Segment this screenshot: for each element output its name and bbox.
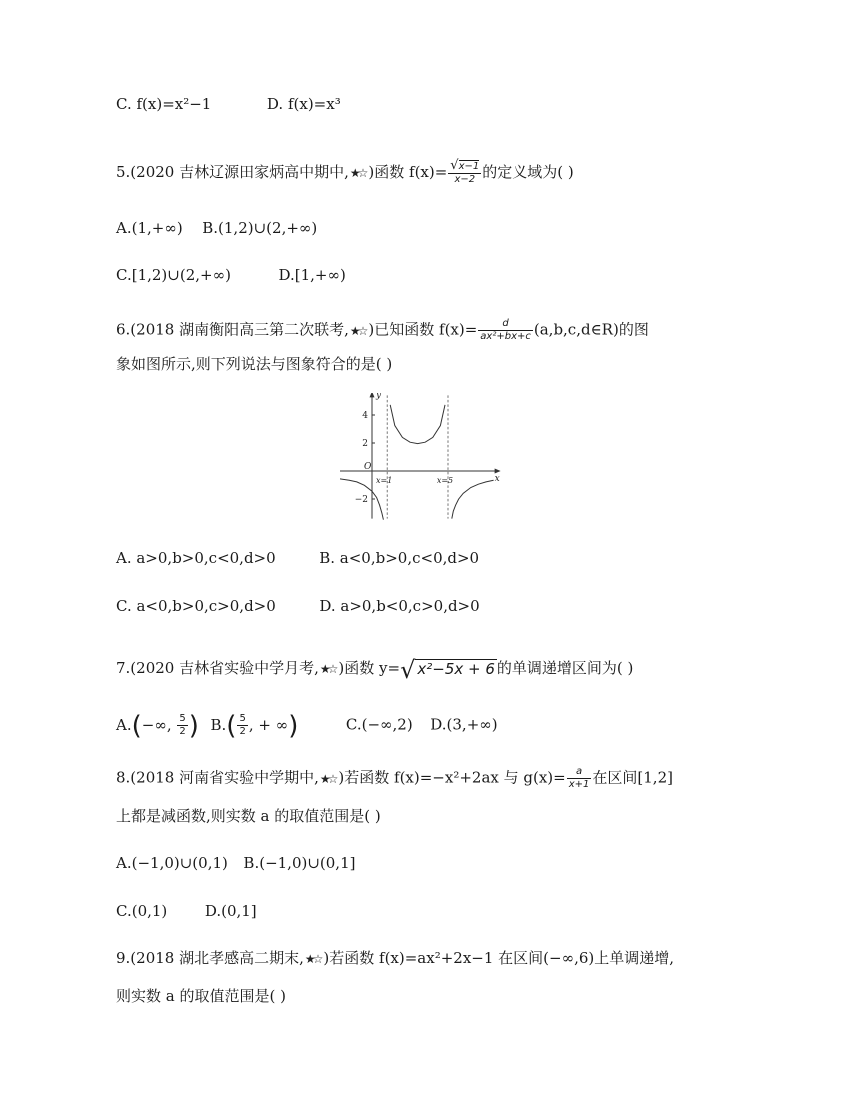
q5-option-d: D.[1,+∞)	[278, 266, 346, 284]
difficulty-stars-icon: ★☆	[349, 166, 366, 180]
graph-asymptotes	[387, 395, 448, 518]
q8-text: )若函数 f(x)=−x²+2ax 与 g(x)=	[338, 768, 566, 787]
q5-fraction	[448, 160, 481, 186]
q7-prefix: 7.(2020 吉林省实验中学月考,	[116, 659, 319, 677]
q6-fraction: $\frac{d}{\text{ax²+bx+c}}$	[480, 318, 531, 342]
q5-prefix: 5.(2020 吉林辽源田家炳高中期中,	[116, 163, 349, 181]
q6-stem-line1	[116, 318, 649, 343]
q4-option-d: D. f(x)=x³	[266, 95, 341, 113]
q9-prefix: 9.(2018 湖北孝感高二期末,	[116, 949, 304, 967]
q8-options-row2	[116, 901, 257, 921]
q5-option-a: A.(1,+∞)	[116, 219, 183, 237]
q6-prefix: 6.(2018 湖南衡阳高三第二次联考,	[116, 320, 349, 339]
q7-option-a: A.(−∞, $\frac{5}{2}$ )	[116, 710, 199, 741]
y-tick-label: 4	[362, 411, 368, 421]
q5-option-c: C.[1,2)∪(2,+∞)	[116, 266, 231, 284]
q7-stem	[116, 655, 634, 684]
q8-stem-line1	[116, 766, 673, 791]
q6-option-d: D. a>0,b<0,c>0,d>0	[319, 597, 480, 615]
q5-option-b: B.(1,2)∪(2,+∞)	[202, 219, 318, 237]
q5-suffix: 的定义域为( )	[482, 163, 574, 181]
q5-options-row1	[116, 218, 317, 238]
y-tick-label: −2	[354, 495, 368, 505]
q4-option-c: C. f(x)=x²−1	[116, 95, 212, 113]
q7-option-d: D.(3,+∞)	[430, 715, 498, 734]
q6-suffix: (a,b,c,d∈R)的图	[533, 320, 649, 339]
asymptote-label: x=5	[436, 476, 454, 485]
y-axis-arrow	[370, 393, 375, 397]
q8-options-row1	[116, 853, 355, 873]
q7-text: )函数 y=	[338, 659, 401, 677]
q5-frac-den: x−2	[448, 173, 481, 186]
curve-branch	[452, 480, 494, 518]
q4-options	[116, 94, 341, 114]
q8-option-b: B.(−1,0)∪(0,1]	[243, 854, 356, 872]
q6-text: )已知函数 f(x)=	[368, 320, 478, 339]
q7-sqrt: √ x²−5x + 6	[400, 655, 495, 684]
q7-option-b: B.( $\frac{5}{2}$ , + ∞)	[210, 710, 299, 741]
curve-branch	[390, 405, 445, 444]
q5-options-row2	[116, 265, 346, 285]
x-axis-label: x	[494, 474, 500, 484]
difficulty-stars-icon: ★☆	[349, 323, 366, 338]
q6-option-c: C. a<0,b>0,c>0,d>0	[116, 597, 276, 615]
q8-prefix: 8.(2018 河南省实验中学期中,	[116, 768, 319, 787]
q7-options	[116, 710, 498, 741]
difficulty-stars-icon: ★☆	[319, 662, 336, 676]
q9-stem-line2: 则实数 a 的取值范围是( )	[116, 987, 286, 1005]
q5-frac-num: √x−1	[450, 158, 480, 173]
difficulty-stars-icon: ★☆	[304, 952, 321, 966]
q7-suffix: 的单调递增区间为( )	[496, 659, 634, 677]
q8-option-d: D.(0,1]	[204, 902, 257, 920]
q6-options-row2	[116, 596, 480, 616]
q9-text: )若函数 f(x)=ax²+2x−1 在区间(−∞,6)上单调递增,	[323, 949, 675, 967]
q8-fraction: $\frac{a}{x+1}$	[568, 766, 590, 790]
difficulty-stars-icon: ★☆	[319, 771, 336, 786]
graph-labels	[355, 393, 500, 505]
q8-option-a: A.(−1,0)∪(0,1)	[116, 854, 228, 872]
q6-options-row1	[116, 548, 479, 568]
q6-option-b: B. a<0,b>0,c<0,d>0	[319, 549, 480, 567]
q7-option-c: C.(−∞,2)	[345, 715, 413, 734]
q5-stem	[116, 160, 574, 186]
q8-option-c: C.(0,1)	[116, 902, 168, 920]
q6-option-a: A. a>0,b>0,c<0,d>0	[116, 549, 276, 567]
function-graph	[340, 393, 516, 523]
y-tick-label: 2	[362, 439, 368, 449]
q6-stem-line2: 象如图所示,则下列说法与图象符合的是( )	[116, 355, 393, 373]
q8-suffix: 在区间[1,2]	[592, 768, 673, 787]
asymptote-label: x=1	[376, 476, 393, 485]
q8-stem-line2: 上都是减函数,则实数 a 的取值范围是( )	[116, 807, 381, 825]
origin-label: O	[364, 462, 372, 472]
y-axis-label: y	[376, 393, 382, 401]
q9-stem-line1	[116, 948, 674, 969]
q5-text: )函数 f(x)=	[368, 163, 448, 181]
x-axis-arrow	[495, 469, 501, 474]
